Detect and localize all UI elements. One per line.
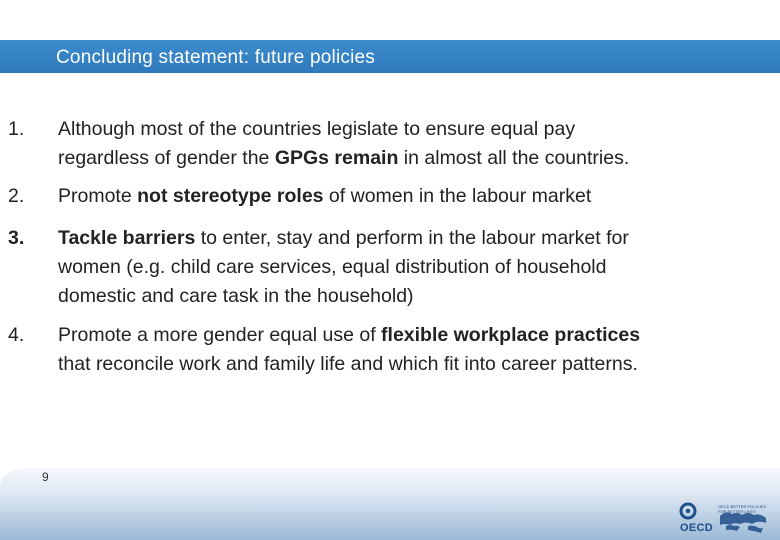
item-number: 4. (8, 324, 25, 346)
item-line (58, 115, 778, 144)
item-number: 2. (8, 185, 25, 207)
item-number: 1. (8, 118, 25, 140)
item-text (58, 115, 778, 173)
emphasis-text: Tackle barriers (58, 227, 196, 249)
body-text: Although most of the countries legislate to ensure equal pay (58, 118, 576, 140)
page-number: 9 (42, 470, 49, 484)
body-text: to enter, stay and perform in the labour market for (195, 227, 629, 249)
item-number: 3. (8, 227, 25, 249)
body-text: Promote (58, 185, 138, 207)
emphasis-text: GPGs remain (274, 147, 399, 169)
item-text (58, 182, 778, 211)
item-line (58, 144, 778, 173)
emphasis-text: flexible workplace practices (381, 324, 641, 346)
body-text: domestic and care task in the household) (58, 285, 414, 307)
emphasis-text: not stereotype roles (137, 185, 324, 207)
item-line (58, 253, 778, 282)
slide-title: Concluding statement: future policies (56, 47, 375, 68)
logo-tagline: OECD BETTER POLICIES FOR BETTER LIVES (718, 504, 767, 514)
item-line (58, 282, 778, 311)
footer-band (0, 468, 780, 540)
item-text (58, 321, 778, 379)
item-line (58, 321, 778, 350)
item-line (58, 224, 778, 253)
body-text: of women in the labour market (323, 185, 592, 207)
body-text: that reconcile work and family life and which fit into career patterns. (58, 353, 638, 375)
title-bar (0, 40, 780, 73)
oecd-logo (678, 500, 774, 536)
item-line (58, 182, 778, 211)
body-text: Promote a more gender equal use of (58, 324, 382, 346)
item-text (58, 224, 778, 311)
body-text: women (e.g. child care services, equal distribution of household (58, 256, 607, 278)
logo-text: OECD (680, 522, 713, 534)
body-text: regardless of gender the (58, 147, 275, 169)
item-line (58, 350, 778, 379)
body-text: in almost all the countries. (398, 147, 630, 169)
